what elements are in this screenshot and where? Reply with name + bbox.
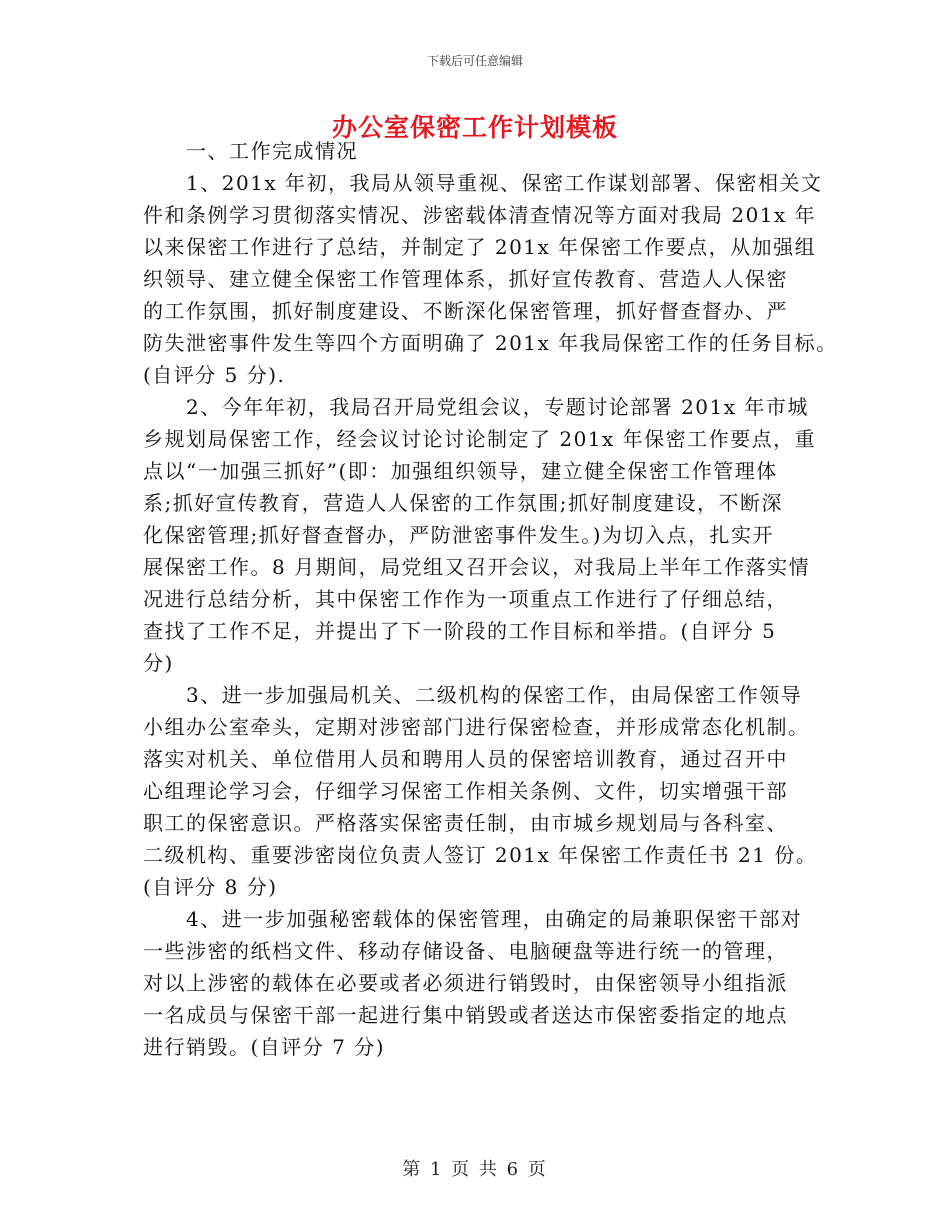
- paragraph-4: [143, 903, 813, 1063]
- text-line: 乡规划局保密工作，经会议讨论讨论制定了 201x 年保密工作要点，重: [143, 427, 817, 451]
- text-line: 一些涉密的纸档文件、移动存储设备、电脑硬盘等进行统一的管理，: [143, 939, 788, 963]
- text-line: 点以“一加强三抓好”(即：加强组织领导，建立健全保密工作管理体: [143, 459, 778, 483]
- text-line: 展保密工作。8 月期间，局党组又召开会议，对我局上半年工作落实情: [143, 555, 811, 579]
- page-header-note: 下载后可任意编辑: [426, 54, 523, 68]
- text-line: 1、201x 年初，我局从领导重视、保密工作谋划部署、保密相关文: [186, 171, 823, 195]
- page-number: 第 1 页 共 6 页: [402, 1159, 548, 1180]
- text-line: (自评分 5 分).: [143, 363, 286, 387]
- text-line: 对以上涉密的载体在必要或者必须进行销毁时，由保密领导小组指派: [143, 971, 788, 995]
- text-line: 3、进一步加强局机关、二级机构的保密工作，由局保密工作领导: [186, 683, 803, 707]
- text-line: 职工的保密意识。严格落实保密责任制，由市城乡规划局与各科室、: [143, 811, 788, 835]
- text-line: 进行销毁。(自评分 7 分): [143, 1035, 386, 1059]
- paragraph-2: [143, 391, 817, 679]
- text-line: 的工作氛围，抓好制度建设、不断深化保密管理，抓好督查督办、严: [143, 299, 788, 323]
- text-line: 落实对机关、单位借用人员和聘用人员的保密培训教育，通过召开中: [143, 747, 788, 771]
- text-line: 分): [143, 651, 174, 675]
- text-line: 件和条例学习贯彻落实情况、涉密载体清查情况等方面对我局 201x 年: [143, 203, 817, 227]
- text-line: 查找了工作不足，并提出了下一阶段的工作目标和举措。(自评分 5: [143, 619, 777, 643]
- text-line: (自评分 8 分): [143, 875, 278, 899]
- document-title: 办公室保密工作计划模板: [331, 113, 618, 142]
- text-line: 心组理论学习会，仔细学习保密工作相关条例、文件，切实增强干部: [143, 779, 788, 803]
- section-heading: 一、工作完成情况: [186, 139, 358, 163]
- text-line: 4、进一步加强秘密载体的保密管理，由确定的局兼职保密干部对: [186, 907, 803, 931]
- paragraph-1: [143, 167, 838, 391]
- text-line: 一名成员与保密干部一起进行集中销毁或者送达市保密委指定的地点: [143, 1003, 788, 1027]
- text-line: 系;抓好宣传教育，营造人人保密的工作氛围;抓好制度建设，不断深: [143, 491, 783, 515]
- text-line: 二级机构、重要涉密岗位负责人签订 201x 年保密工作责任书 21 份。: [143, 843, 818, 867]
- text-line: 防失泄密事件发生等四个方面明确了 201x 年我局保密工作的任务目标。: [143, 331, 838, 355]
- text-line: 以来保密工作进行了总结，并制定了 201x 年保密工作要点，从加强组: [143, 235, 817, 259]
- paragraph-3: [143, 679, 818, 903]
- text-line: 况进行总结分析，其中保密工作作为一项重点工作进行了仔细总结，: [143, 587, 788, 611]
- document-body: [143, 167, 838, 1063]
- text-line: 织领导、建立健全保密工作管理体系，抓好宣传教育、营造人人保密: [143, 267, 788, 291]
- text-line: 化保密管理;抓好督查督办，严防泄密事件发生。)为切入点，扎实开: [143, 523, 775, 547]
- text-line: 小组办公室牵头，定期对涉密部门进行保密检查，并形成常态化机制。: [143, 715, 810, 739]
- text-line: 2、今年年初，我局召开局党组会议，专题讨论部署 201x 年市城: [186, 395, 809, 419]
